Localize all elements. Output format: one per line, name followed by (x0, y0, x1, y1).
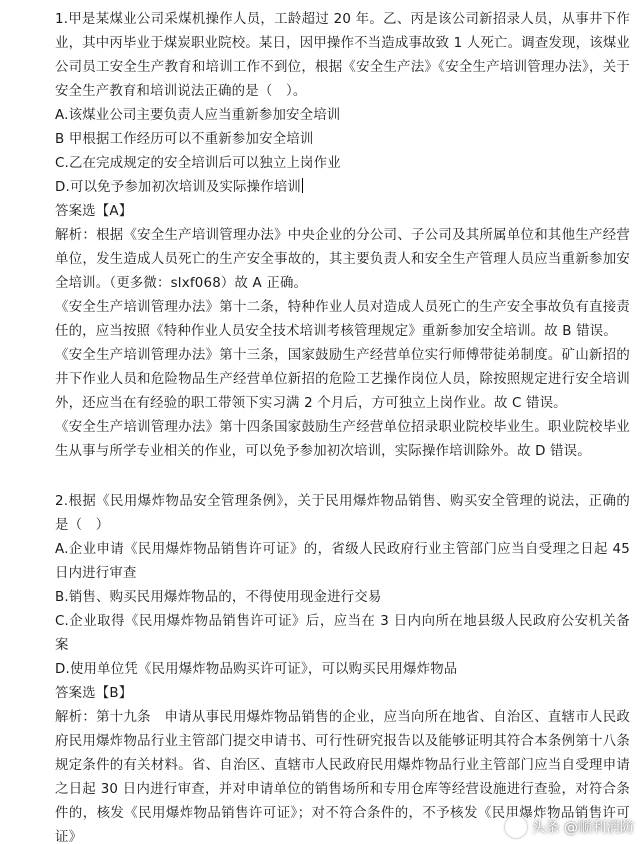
text-cursor (302, 178, 303, 193)
question-2-stem: 2.根据《民用爆炸物品安全管理条例》，关于民用爆炸物品销售、购买安全管理的说法，正确的是（ ） (55, 494, 630, 533)
watermark-logo-icon (505, 816, 527, 838)
question-2-option-d: D.使用单位凭《民用爆炸物品购买许可证》，可以购买民用爆炸物品 (55, 662, 458, 677)
question-2-option-a: A.企业申请《民用爆炸物品销售许可证》的，省级人民政府行业主管部门应当自受理之日起 45 日内进行审查 (55, 542, 630, 581)
question-2-analysis-1: 解析：第十九条 申请从事民用爆炸物品销售的企业，应当向所在地省、自治区、直辖市人民政府民用爆炸物品行业主管部门提交申请书、可行性研究报告以及能够证明其符合本条例第十八条规定条件的有关材料。省、自治区、直辖市人民政府民用爆炸物品行业主管部门应当自受理申请之日起 30 日内进行审查，并对申请单位的销售场所和专用仓库等经营设施进行查验，对符合条件的，核发《民用爆炸物品销售许可证》；对不符合条件的，不予核发《民用爆炸物品销售许可证》 (55, 710, 630, 844)
question-1 (55, 8, 630, 464)
question-1-option-d-line[interactable] (55, 176, 630, 200)
question-2 (55, 490, 630, 844)
question-2-option-c: C.企业取得《民用爆炸物品销售许可证》后，应当在 3 日内向所在地县级人民政府公安机关备案 (55, 614, 630, 653)
question-1-analysis-2: 《安全生产培训管理办法》第十二条，特种作业人员对造成人员死亡的生产安全事故负有直接责任的，应当按照《特种作业人员安全技术培训考核管理规定》重新参加安全培训。故 B 错误。 (55, 300, 630, 339)
question-1-answer: 答案选【A】 (55, 204, 133, 219)
question-1-option-b: B 甲根据工作经历可以不重新参加安全培训 (55, 132, 314, 147)
question-1-option-a: A.该煤业公司主要负责人应当重新参加安全培训 (55, 108, 341, 123)
question-1-analysis-1: 解析：根据《安全生产培训管理办法》中央企业的分公司、子公司及其所属单位和其他生产经营单位，发生造成人员死亡的生产安全事故的，其主要负责人和安全生产管理人员应当重新参加安全培训。（更多微：slxf068）故 A 正确。 (55, 228, 630, 291)
watermark-text: 头条 @顺利消防 (531, 820, 634, 836)
paragraph-gap (55, 464, 630, 490)
question-1-option-c: C.乙在完成规定的安全培训后可以独立上岗作业 (55, 156, 341, 171)
question-2-answer: 答案选【B】 (55, 686, 133, 701)
watermark (505, 816, 634, 838)
question-1-option-d: D.可以免予参加初次培训及实际操作培训 (55, 180, 302, 195)
question-1-stem: 1.甲是某煤业公司采煤机操作人员，工龄超过 20 年。乙、丙是该公司新招录人员，从事井下作业，其中丙毕业于煤炭职业院校。某日，因甲操作不当造成事故致 1 人死亡。调查发现，该煤业公司员工安全生产教育和培训工作不到位，根据《安全生产法》《安全生产培训管理办法》，关于安全生产教育和培训说法正确的是（ ）。 (55, 12, 630, 99)
document-body (55, 8, 630, 844)
question-1-analysis-4: 《安全生产培训管理办法》第十四条国家鼓励生产经营单位招录职业院校毕业生。职业院校毕业生从事与所学专业相关的作业，可以免予参加初次培训，实际操作培训除外。故 D 错误。 (55, 420, 630, 459)
question-1-analysis-3: 《安全生产培训管理办法》第十三条，国家鼓励生产经营单位实行师傅带徒弟制度。矿山新招的井下作业人员和危险物品生产经营单位新招的危险工艺操作岗位人员，除按照规定进行安全培训外，还应当在有经验的职工带领下实习满 2 个月后，方可独立上岗作业。故 C 错误。 (55, 348, 630, 411)
question-2-option-b: B.销售、购买民用爆炸物品的，不得使用现金进行交易 (55, 590, 382, 605)
